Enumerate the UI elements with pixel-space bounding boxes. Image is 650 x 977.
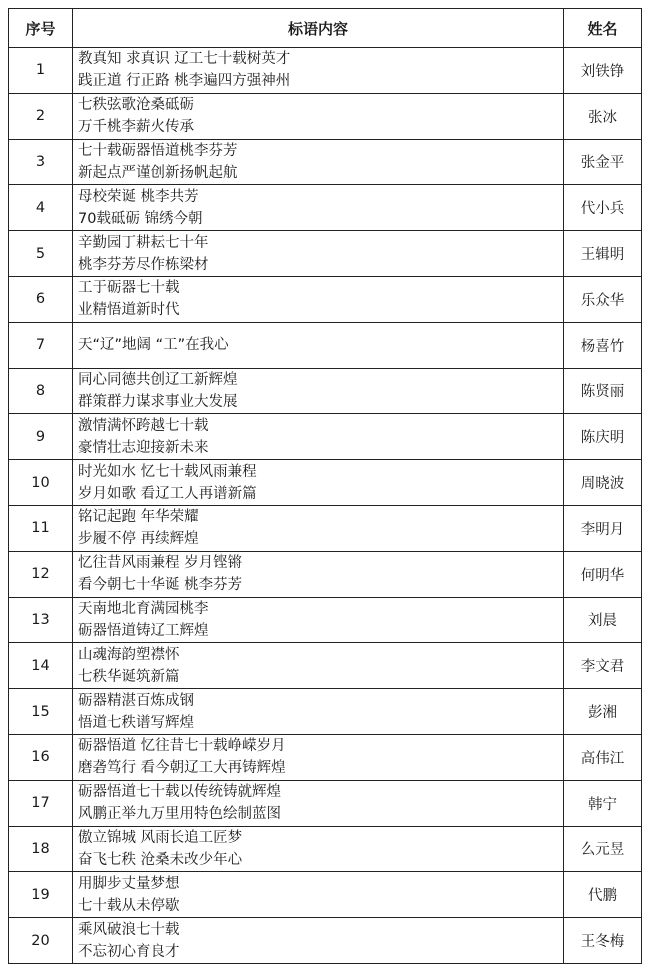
author-name: 刘晨 bbox=[564, 597, 642, 643]
table-row bbox=[9, 643, 642, 689]
slogan-line-2: 悟道七秩谱写辉煌 bbox=[78, 714, 194, 731]
slogan-cell bbox=[73, 505, 564, 551]
slogan-line-2: 岁月如歌 看辽工人再谱新篇 bbox=[78, 485, 257, 502]
slogan-line-1: 七十载砺器悟道桃李芬芳 bbox=[78, 142, 238, 159]
table-row bbox=[9, 368, 642, 414]
author-name: 杨喜竹 bbox=[564, 322, 642, 368]
slogan-line-1: 用脚步丈量梦想 bbox=[78, 875, 180, 892]
slogan-line-2: 砺器悟道铸辽工辉煌 bbox=[78, 622, 209, 639]
header-slogan: 标语内容 bbox=[73, 9, 564, 48]
table-row bbox=[9, 872, 642, 918]
slogan-line-1: 乘风破浪七十载 bbox=[78, 921, 180, 938]
slogan-line-1: 同心同德共创辽工新辉煌 bbox=[78, 371, 238, 388]
slogan-cell bbox=[73, 93, 564, 139]
slogan-line-2: 业精悟道新时代 bbox=[78, 302, 180, 319]
slogan-line-1: 铭记起跑 年华荣耀 bbox=[78, 509, 199, 526]
author-name: 何明华 bbox=[564, 551, 642, 597]
author-name: 刘铁铮 bbox=[564, 48, 642, 94]
table-row bbox=[9, 597, 642, 643]
slogan-line-1: 天“辽”地阔 “工”在我心 bbox=[78, 337, 229, 354]
row-number: 6 bbox=[9, 276, 73, 322]
table-row bbox=[9, 48, 642, 94]
slogan-line-2: 风鹏正举九万里用特色绘制蓝图 bbox=[78, 806, 281, 823]
table-row bbox=[9, 231, 642, 277]
author-name: 周晓波 bbox=[564, 460, 642, 506]
author-name: 陈庆明 bbox=[564, 414, 642, 460]
table-row bbox=[9, 551, 642, 597]
slogan-line-1: 辛勤园丁耕耘七十年 bbox=[78, 234, 209, 251]
author-name: 陈贤丽 bbox=[564, 368, 642, 414]
slogan-line-1: 山魂海韵塑襟怀 bbox=[78, 646, 180, 663]
author-name: 代鹏 bbox=[564, 872, 642, 918]
row-number: 4 bbox=[9, 185, 73, 231]
slogan-line-1: 砺器悟道 忆往昔七十载峥嵘岁月 bbox=[78, 738, 286, 755]
slogan-line-2: 70载砥砺 锦绣今朝 bbox=[78, 210, 203, 227]
slogan-table bbox=[8, 8, 642, 964]
row-number: 1 bbox=[9, 48, 73, 94]
author-name: 李文君 bbox=[564, 643, 642, 689]
table-header-row bbox=[9, 9, 642, 48]
table-row bbox=[9, 689, 642, 735]
slogan-cell bbox=[73, 918, 564, 964]
row-number: 10 bbox=[9, 460, 73, 506]
table-body bbox=[9, 48, 642, 964]
author-name: 乐众华 bbox=[564, 276, 642, 322]
slogan-cell bbox=[73, 414, 564, 460]
table-row bbox=[9, 414, 642, 460]
table-row bbox=[9, 185, 642, 231]
table-row bbox=[9, 780, 642, 826]
table-row bbox=[9, 505, 642, 551]
slogan-line-2: 看今朝七十华诞 桃李芬芳 bbox=[78, 577, 243, 594]
slogan-cell bbox=[73, 597, 564, 643]
slogan-cell bbox=[73, 276, 564, 322]
header-name: 姓名 bbox=[564, 9, 642, 48]
row-number: 16 bbox=[9, 734, 73, 780]
slogan-cell bbox=[73, 48, 564, 94]
row-number: 19 bbox=[9, 872, 73, 918]
slogan-line-1: 时光如水 忆七十载风雨兼程 bbox=[78, 463, 257, 480]
slogan-line-1: 傲立锦城 风雨长追工匠梦 bbox=[78, 829, 243, 846]
row-number: 12 bbox=[9, 551, 73, 597]
slogan-cell bbox=[73, 185, 564, 231]
row-number: 14 bbox=[9, 643, 73, 689]
slogan-line-1: 母校荣诞 桃李共芳 bbox=[78, 188, 199, 205]
slogan-line-2: 豪情壮志迎接新未来 bbox=[78, 439, 209, 456]
author-name: 张金平 bbox=[564, 139, 642, 185]
slogan-cell bbox=[73, 322, 564, 368]
row-number: 11 bbox=[9, 505, 73, 551]
slogan-line-2: 万千桃李薪火传承 bbox=[78, 119, 194, 136]
slogan-cell bbox=[73, 643, 564, 689]
slogan-line-1: 七秩弦歌沧桑砥砺 bbox=[78, 97, 194, 114]
table-row bbox=[9, 460, 642, 506]
row-number: 5 bbox=[9, 231, 73, 277]
slogan-line-2: 群策群力谋求事业大发展 bbox=[78, 393, 238, 410]
table-row bbox=[9, 139, 642, 185]
table-row bbox=[9, 918, 642, 964]
slogan-line-2: 步履不停 再续辉煌 bbox=[78, 531, 199, 548]
author-name: 张冰 bbox=[564, 93, 642, 139]
slogan-line-1: 忆往昔风雨兼程 岁月铿锵 bbox=[78, 555, 243, 572]
row-number: 2 bbox=[9, 93, 73, 139]
slogan-cell bbox=[73, 826, 564, 872]
author-name: 韩宁 bbox=[564, 780, 642, 826]
slogan-cell bbox=[73, 780, 564, 826]
author-name: 王冬梅 bbox=[564, 918, 642, 964]
row-number: 17 bbox=[9, 780, 73, 826]
slogan-line-2: 新起点严谨创新扬帆起航 bbox=[78, 164, 238, 181]
row-number: 13 bbox=[9, 597, 73, 643]
row-number: 9 bbox=[9, 414, 73, 460]
slogan-line-1: 激情满怀跨越七十载 bbox=[78, 417, 209, 434]
slogan-cell bbox=[73, 231, 564, 277]
row-number: 18 bbox=[9, 826, 73, 872]
row-number: 3 bbox=[9, 139, 73, 185]
author-name: 王辑明 bbox=[564, 231, 642, 277]
slogan-line-2: 桃李芬芳尽作栋梁材 bbox=[78, 256, 209, 273]
slogan-line-2: 践正道 行正路 桃李遍四方强神州 bbox=[78, 73, 291, 90]
slogan-cell bbox=[73, 460, 564, 506]
slogan-cell bbox=[73, 872, 564, 918]
row-number: 7 bbox=[9, 322, 73, 368]
author-name: 李明月 bbox=[564, 505, 642, 551]
slogan-cell bbox=[73, 368, 564, 414]
slogan-line-1: 砺器精湛百炼成钢 bbox=[78, 692, 194, 709]
row-number: 8 bbox=[9, 368, 73, 414]
slogan-line-2: 磨砻笃行 看今朝辽工大再铸辉煌 bbox=[78, 760, 286, 777]
table-row bbox=[9, 276, 642, 322]
header-number: 序号 bbox=[9, 9, 73, 48]
slogan-cell bbox=[73, 551, 564, 597]
slogan-cell bbox=[73, 689, 564, 735]
table-row bbox=[9, 322, 642, 368]
author-name: 彭湘 bbox=[564, 689, 642, 735]
row-number: 15 bbox=[9, 689, 73, 735]
table-row bbox=[9, 734, 642, 780]
slogan-line-1: 天南地北育满园桃李 bbox=[78, 600, 209, 617]
slogan-line-2: 七十载从未停歇 bbox=[78, 897, 180, 914]
slogan-line-2: 七秩华诞筑新篇 bbox=[78, 668, 180, 685]
slogan-cell bbox=[73, 139, 564, 185]
slogan-line-2: 奋飞七秩 沧桑未改少年心 bbox=[78, 851, 243, 868]
row-number: 20 bbox=[9, 918, 73, 964]
slogan-cell bbox=[73, 734, 564, 780]
slogan-line-1: 工于砺器七十载 bbox=[78, 280, 180, 297]
author-name: 代小兵 bbox=[564, 185, 642, 231]
table-row bbox=[9, 826, 642, 872]
author-name: 么元昱 bbox=[564, 826, 642, 872]
slogan-line-2: 不忘初心育良才 bbox=[78, 943, 180, 960]
slogan-document bbox=[8, 8, 642, 964]
slogan-line-1: 教真知 求真识 辽工七十载树英才 bbox=[78, 51, 291, 68]
table-row bbox=[9, 93, 642, 139]
slogan-line-1: 砺器悟道七十载以传统铸就辉煌 bbox=[78, 784, 281, 801]
author-name: 高伟江 bbox=[564, 734, 642, 780]
